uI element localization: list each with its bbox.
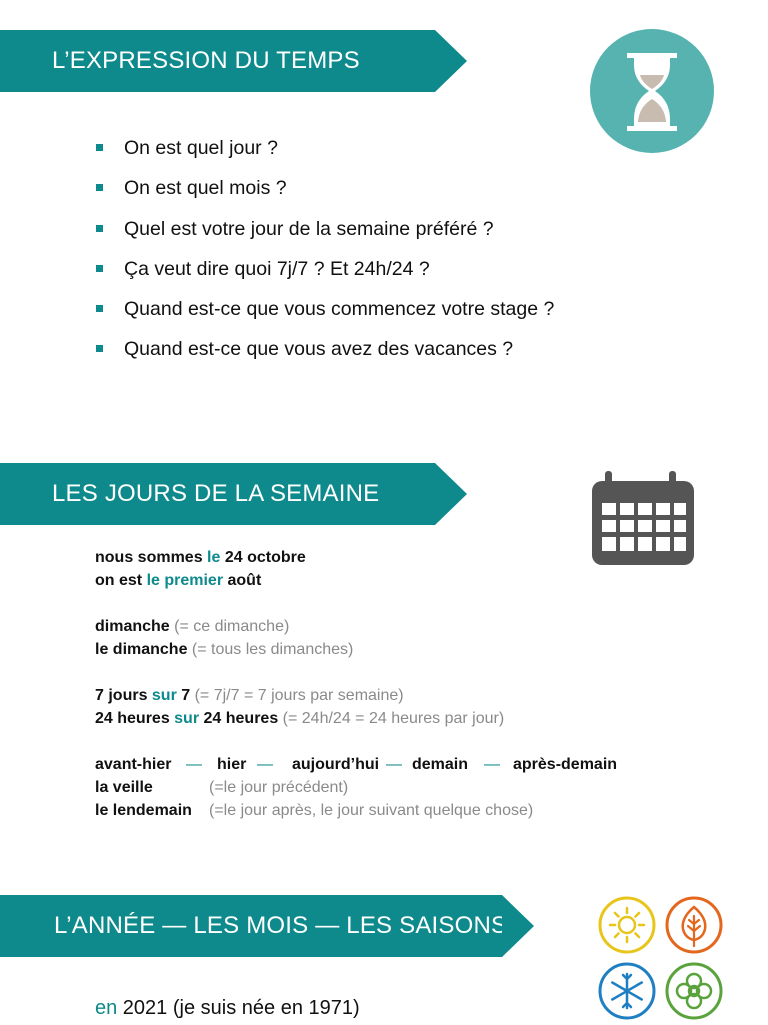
text-segment: 7 jours <box>95 687 152 704</box>
gloss-segment: (= ce dimanche) <box>169 618 290 635</box>
bullet-square-icon <box>96 225 103 232</box>
question-text: Quel est votre jour de la semaine préféré ? <box>124 217 494 240</box>
dash-separator: — <box>257 756 273 773</box>
section-banner-weekdays <box>0 463 435 525</box>
text-segment: nous sommes <box>95 549 208 566</box>
bullet-square-icon <box>96 305 103 312</box>
list-item <box>96 289 554 329</box>
list-item <box>96 128 554 168</box>
frequency-line-1 <box>95 684 504 707</box>
dash-separator: — <box>386 756 402 773</box>
list-item <box>96 329 554 369</box>
sunday-line-1 <box>95 615 353 638</box>
term-lendemain: le lendemain <box>95 802 192 819</box>
date-expressions <box>95 546 306 592</box>
text-segment: 24 octobre <box>220 549 306 566</box>
bullet-square-icon <box>96 144 103 151</box>
text-segment: le dimanche <box>95 641 188 658</box>
list-item <box>96 249 554 289</box>
snowflake-icon <box>598 962 656 1020</box>
calendar-icon <box>588 469 698 567</box>
bullet-square-icon <box>96 265 103 272</box>
sun-icon <box>598 896 656 954</box>
text-segment: 7 <box>176 687 191 704</box>
section-banner-time-expression <box>0 30 435 92</box>
question-text: On est quel jour ? <box>124 137 278 159</box>
highlight-segment: le <box>207 549 221 566</box>
term-veille: la veille <box>95 779 153 796</box>
question-text: Ça veut dire quoi 7j/7 ? Et 24h/24 ? <box>124 257 430 280</box>
word-aujourdhui: aujourd’hui <box>292 756 380 773</box>
text-segment: août <box>223 572 262 589</box>
question-text: On est quel mois ? <box>124 177 287 200</box>
dash-separator: — <box>484 756 500 773</box>
date-line-2 <box>95 569 306 592</box>
gloss-segment: (=le jour précédent) <box>209 779 349 796</box>
text-segment: 24 heures <box>95 710 175 727</box>
question-text: Quand est-ce que vous avez des vacances ? <box>124 338 514 361</box>
section-banner-year-months-seasons <box>0 895 508 957</box>
sunday-line-2 <box>95 638 353 661</box>
bullet-square-icon <box>96 184 103 191</box>
question-list <box>96 128 554 370</box>
date-line-1 <box>95 546 306 569</box>
gloss-segment: (= 7j/7 = 7 jours par semaine) <box>190 687 404 704</box>
gloss-segment: (= 24h/24 = 24 heures par jour) <box>278 710 505 727</box>
gloss-segment: (=le jour après, le jour suivant quelque chose) <box>209 802 534 819</box>
section-title: L’ANNÉE — LES MOIS — LES SAISONS <box>54 912 508 939</box>
list-item <box>96 209 554 249</box>
section-title: L’EXPRESSION DU TEMPS <box>52 47 360 74</box>
lendemain-line <box>95 799 655 822</box>
word-hier: hier <box>217 756 247 773</box>
word-avant-hier: avant-hier <box>95 756 172 773</box>
flower-icon <box>665 962 723 1020</box>
text-segment: 24 heures <box>199 710 279 727</box>
question-text: Quand est-ce que vous commencez votre stage ? <box>124 298 555 321</box>
hourglass-icon <box>590 29 714 153</box>
text-segment: dimanche <box>95 618 170 635</box>
year-line <box>95 994 360 1022</box>
gloss-segment: (= tous les dimanches) <box>187 641 354 658</box>
highlight-segment: le premier <box>146 572 224 589</box>
sunday-expressions <box>95 615 353 661</box>
word-demain: demain <box>412 756 469 773</box>
text-segment: on est <box>95 572 147 589</box>
text-segment: (je suis née en 1971) <box>167 997 360 1019</box>
highlight-segment: en <box>95 997 118 1019</box>
leaf-icon <box>665 896 723 954</box>
sequence-line <box>95 753 655 776</box>
day-sequence <box>95 753 655 822</box>
text-segment: 2021 <box>117 997 168 1019</box>
word-apres-demain: après-demain <box>513 756 618 773</box>
section-title: LES JOURS DE LA SEMAINE <box>52 480 380 507</box>
bullet-square-icon <box>96 345 103 352</box>
frequency-line-2 <box>95 707 504 730</box>
veille-line <box>95 776 655 799</box>
highlight-segment: sur <box>174 710 200 727</box>
list-item <box>96 168 554 208</box>
dash-separator: — <box>186 756 202 773</box>
highlight-segment: sur <box>151 687 177 704</box>
frequency-expressions <box>95 684 504 730</box>
